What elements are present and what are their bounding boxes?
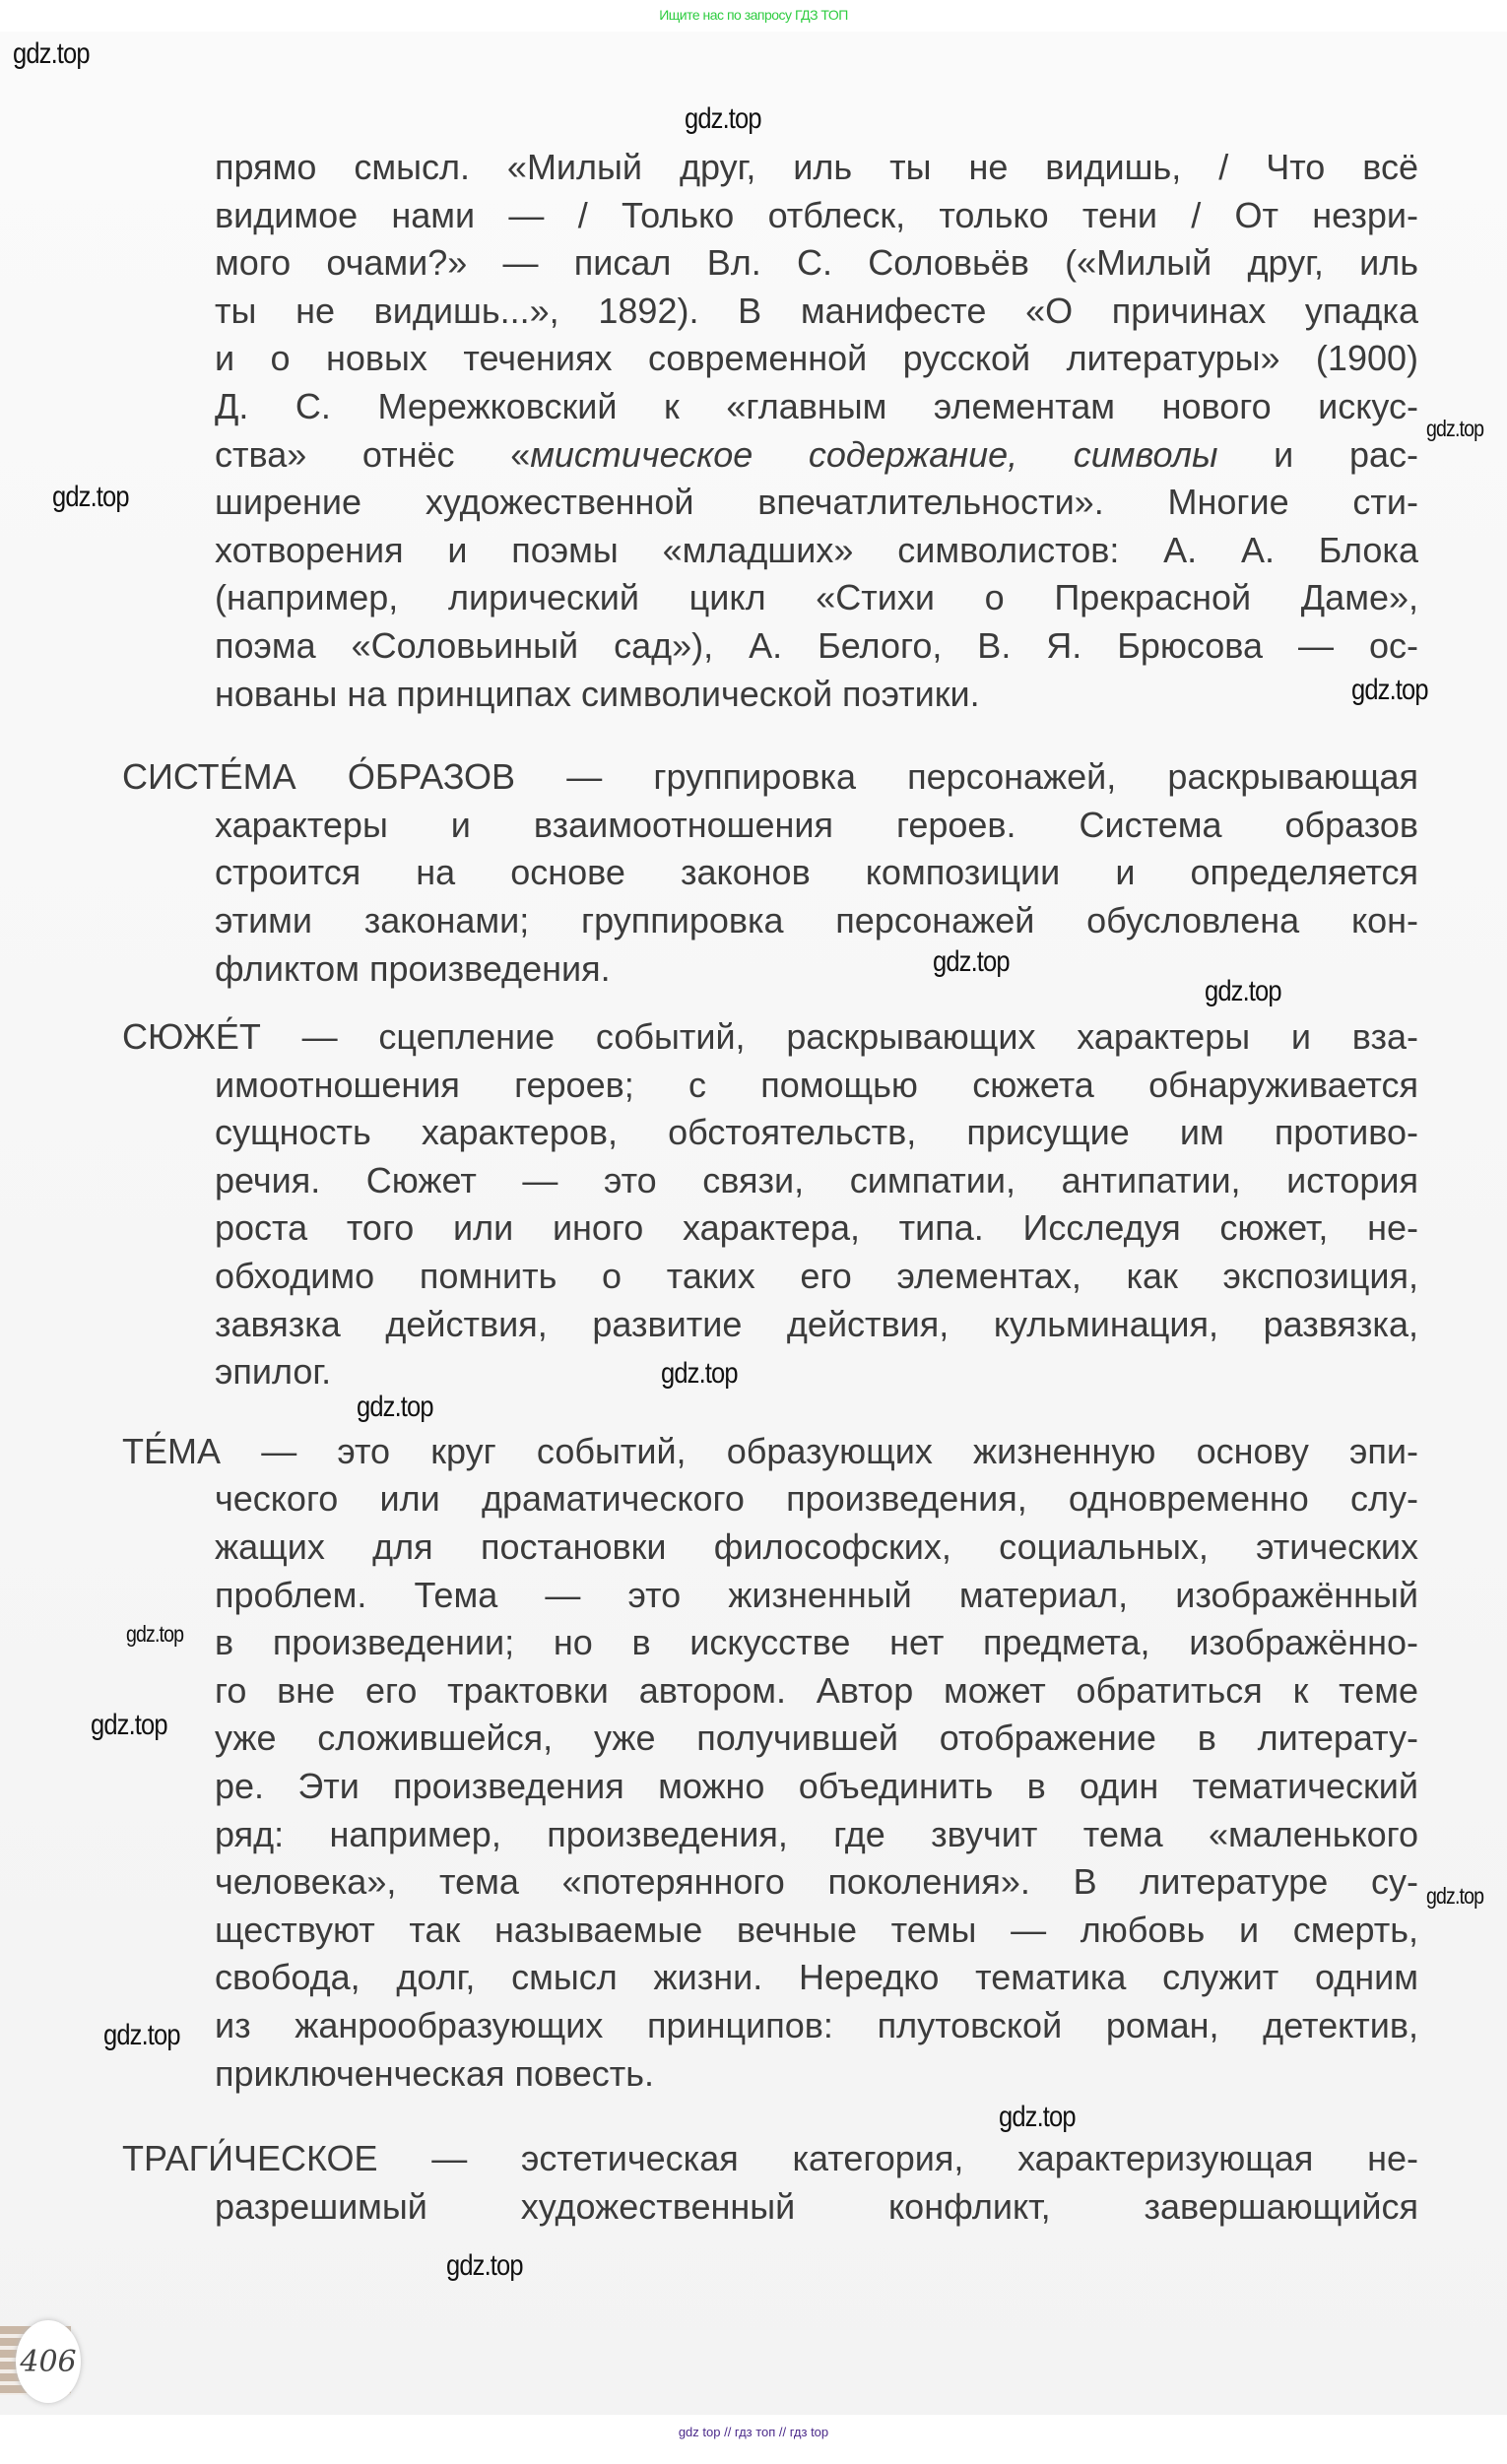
text-line: этими законами; группировка персонажей обусловлена кон-: [215, 899, 1418, 940]
footer-links: gdz top // гдз топ // гдз top: [678, 2425, 829, 2439]
watermark: gdz.top: [126, 1621, 184, 1647]
watermark: gdz.top: [1426, 416, 1484, 441]
text-line: видимое нами — / Только отблеск, только тени / От незри-: [215, 194, 1418, 235]
text-segment: и рас-: [1217, 433, 1418, 475]
text-line: нованы на принципах символической поэтики.: [215, 673, 980, 714]
text-line: свобода, долг, смысл жизни. Нередко тематика служит одним: [215, 1957, 1418, 1998]
watermark: gdz.top: [91, 1709, 167, 1741]
watermark: gdz.top: [13, 37, 90, 70]
text-segment: ства» отнёс «: [215, 433, 531, 475]
text-line: эпилог.: [215, 1351, 332, 1393]
text-line: ты не видишь...», 1892). В манифесте «О причинах упадка: [215, 290, 1418, 331]
text-line: строится на основе законов композиции и определяется: [215, 852, 1418, 893]
watermark: gdz.top: [1426, 1883, 1484, 1909]
watermark: gdz.top: [1205, 975, 1281, 1007]
text-line: Д. С. Мережковский к «главным элементам нового искус-: [215, 385, 1418, 426]
text-line: хотворения и поэмы «младших» символистов: А. А. Блока: [215, 529, 1418, 570]
watermark: gdz.top: [999, 2101, 1076, 2133]
text-line: уже сложившейся, уже получившей отображение в литерату-: [215, 1718, 1418, 1759]
text-line: фликтом произведения.: [215, 947, 611, 989]
watermark: gdz.top: [661, 1357, 738, 1390]
watermark: gdz.top: [685, 102, 761, 135]
entry-heading-line: ТЕ́МА — это круг событий, образующих жизненную основу эпи-: [122, 1430, 1418, 1471]
page-number-badge: [16, 2320, 81, 2403]
entry-heading-line: СЮЖЕ́Т — сцепление событий, раскрывающих характеры и вза-: [122, 1016, 1418, 1058]
text-line: разрешимый художественный конфликт, завершающийся: [215, 2185, 1418, 2227]
watermark: gdz.top: [446, 2249, 523, 2282]
text-line: человека», тема «потерянного поколения». В литературе су-: [215, 1861, 1418, 1903]
text-line: ширение художественной впечатлительности». Многие сти-: [215, 482, 1418, 523]
text-line: поэма «Соловьиный сад»), А. Белого, В. Я. Брюсова — ос-: [215, 624, 1418, 666]
text-line: речия. Сюжет — это связи, симпатии, антипатии, история: [215, 1159, 1418, 1200]
text-line: обходимо помнить о таких его элементах, как экспозиция,: [215, 1256, 1418, 1297]
text-line: проблем. Тема — это жизненный материал, изображённый: [215, 1574, 1418, 1615]
text-line: жащих для постановки философских, социальных, этических: [215, 1526, 1418, 1568]
text-line: и о новых течениях современной русской литературы» (1900): [215, 338, 1418, 379]
entry-syuzhet: [122, 1013, 1418, 1396]
watermark: gdz.top: [933, 945, 1010, 978]
text-line: [215, 431, 1418, 480]
text-line: в произведении; но в искусстве нет предмета, изображённо-: [215, 1622, 1418, 1663]
search-hint: Ищите нас по запросу ГДЗ ТОП: [659, 7, 848, 23]
text-line: (например, лирический цикл «Стихи о Прекрасной Даме»,: [215, 577, 1418, 618]
text-line: роста того или иного характера, типа. Исследуя сюжет, не-: [215, 1207, 1418, 1249]
text-line: сущность характеров, обстоятельств, присущие им противо-: [215, 1112, 1418, 1153]
page-number: 406: [20, 2344, 77, 2379]
text-line: ряд: например, произведения, где звучит тема «маленького: [215, 1813, 1418, 1854]
text-line: ческого или драматического произведения, одновременно слу-: [215, 1478, 1418, 1520]
top-banner: [0, 0, 1507, 32]
italic-quote: мистическое содержание, символы: [530, 433, 1218, 475]
bottom-banner: [0, 2415, 1507, 2464]
watermark: gdz.top: [103, 2019, 180, 2051]
paragraph-symbolism: [122, 144, 1418, 718]
text-line: мого очами?» — писал Вл. С. Соловьёв («Милый друг, иль: [215, 242, 1418, 284]
entry-heading-line: СИСТЕ́МА О́БРАЗОВ — группировка персонажей, раскрывающая: [122, 756, 1418, 798]
text-line: приключенческая повесть.: [215, 2052, 654, 2094]
entry-heading-line: ТРАГИ́ЧЕСКОЕ — эстетическая категория, характеризующая не-: [122, 2138, 1418, 2179]
text-line: характеры и взаимоотношения героев. Система образов: [215, 804, 1418, 845]
page-text: [122, 144, 1418, 2231]
entry-tema: [122, 1428, 1418, 2098]
text-line: из жанрообразующих принципов: плутовской роман, детектив,: [215, 2004, 1418, 2045]
text-line: прямо смысл. «Милый друг, иль ты не видишь, / Что всё: [215, 147, 1418, 187]
entry-tragicheskoe: [122, 2135, 1418, 2231]
watermark: gdz.top: [52, 481, 129, 513]
text-line: завязка действия, развитие действия, кульминация, развязка,: [215, 1303, 1418, 1344]
text-line: ре. Эти произведения можно объединить в один тематический: [215, 1766, 1418, 1806]
text-line: ществуют так называемые вечные темы — любовь и смерть,: [215, 1909, 1418, 1950]
watermark: gdz.top: [1351, 674, 1428, 706]
text-line: имоотношения героев; с помощью сюжета обнаруживается: [215, 1064, 1418, 1105]
entry-sistema-obrazov: [122, 753, 1418, 993]
text-line: го вне его трактовки автором. Автор может обратиться к теме: [215, 1669, 1418, 1711]
watermark: gdz.top: [357, 1391, 433, 1423]
